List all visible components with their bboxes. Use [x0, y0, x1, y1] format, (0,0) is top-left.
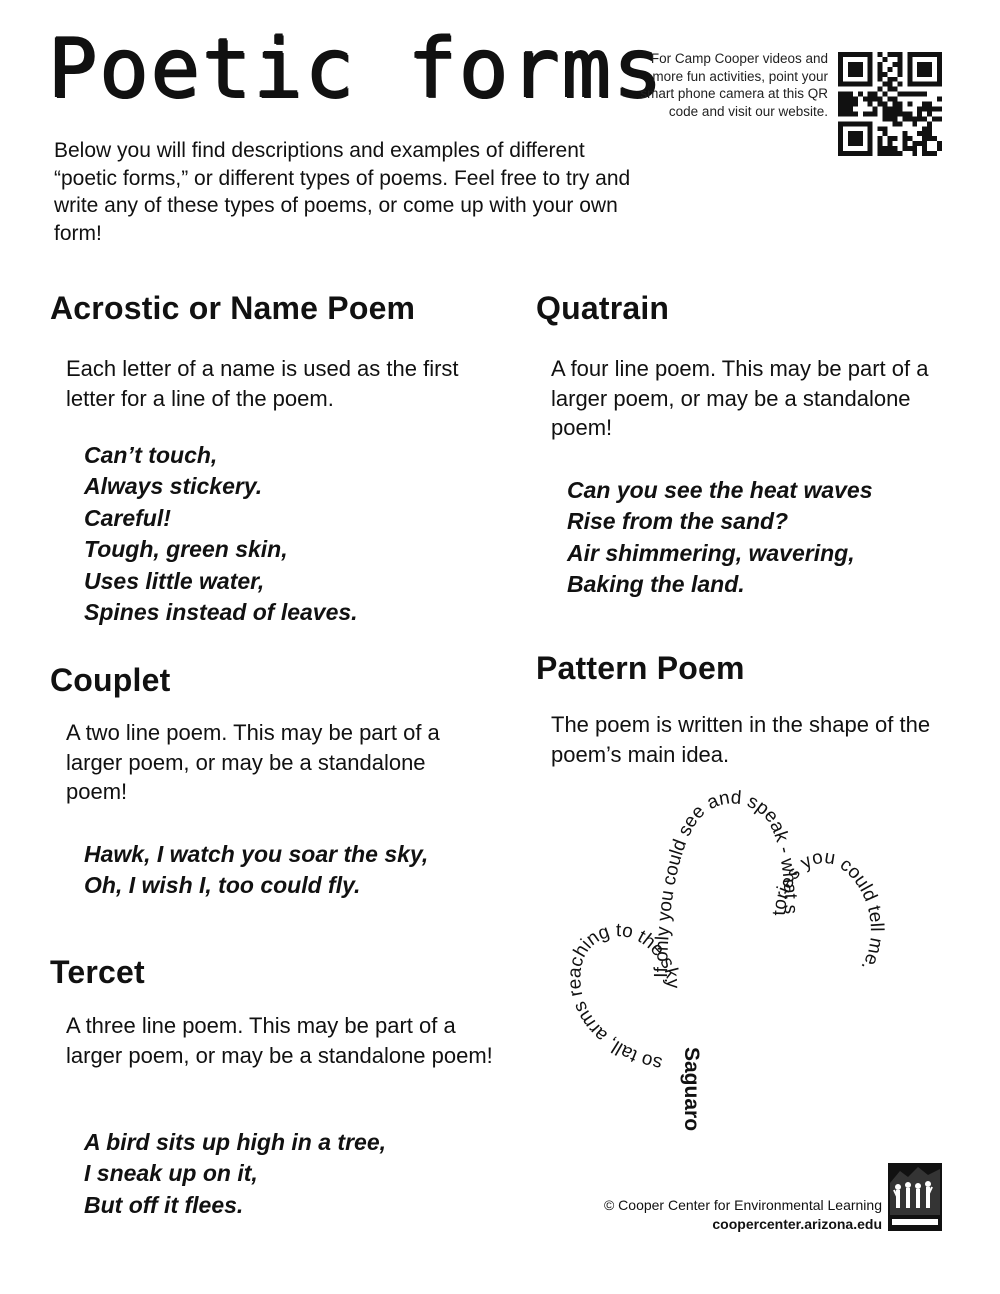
- footer: [520, 1196, 882, 1234]
- poem-line: Uses little water,: [84, 567, 265, 594]
- cooper-center-logo-icon: [888, 1163, 942, 1231]
- poem-line: But off it flees.: [84, 1191, 244, 1218]
- couplet-heading: Couplet: [50, 662, 171, 698]
- couplet-poem: [84, 839, 428, 902]
- poem-line: Air shimmering, wavering,: [567, 539, 855, 566]
- saguaro-pattern-poem: [545, 785, 905, 1155]
- pattern-poem-text: so tall, arms reaching to the sky.If only you could see and speak - what stories you could tell me.: [564, 787, 887, 1074]
- tercet-heading: Tercet: [50, 954, 145, 990]
- acrostic-poem: [84, 440, 358, 628]
- website-link[interactable]: coopercenter.arizona.edu: [712, 1216, 882, 1232]
- acrostic-description: Each letter of a name is used as the first letter for a line of the poem.: [66, 356, 459, 411]
- poem-line: Can’t touch,: [84, 442, 218, 468]
- intro-paragraph: Below you will find descriptions and examples of different “poetic forms,” or different types of poems. Feel free to try and write any of these types of poems, or come up with your own form!: [54, 139, 631, 245]
- quatrain-poem: [567, 475, 873, 601]
- poem-line: Rise from the sand?: [567, 508, 789, 535]
- poem-line: Spines instead of leaves.: [84, 599, 358, 626]
- qr-instructions: For Camp Cooper videos and more fun activities, point your smart phone camera at this QR code and visit our website.: [640, 51, 828, 119]
- copyright-text: © Cooper Center for Environmental Learning: [603, 1197, 882, 1213]
- poem-line: Always stickery.: [84, 473, 263, 500]
- poem-line: I sneak up on it,: [84, 1160, 258, 1187]
- tercet-description: A three line poem. This may be part of a larger poem, or may be a standalone poem!: [66, 1013, 493, 1068]
- poem-line: Baking the land.: [567, 571, 745, 598]
- pattern-description: The poem is written in the shape of the poem’s main idea.: [551, 712, 931, 767]
- tercet-poem: [84, 1127, 386, 1221]
- couplet-description: A two line poem. This may be part of a larger poem, or may be a standalone poem!: [66, 720, 440, 804]
- poem-line: Careful!: [84, 504, 171, 531]
- poem-line: Oh, I wish I, too could fly.: [84, 872, 361, 899]
- page-title: Poetic forms: [48, 22, 665, 117]
- poem-line: A bird sits up high in a tree,: [84, 1129, 387, 1155]
- poem-line: Hawk, I watch you soar the sky,: [84, 841, 429, 867]
- poem-line: Tough, green skin,: [84, 536, 288, 563]
- acrostic-heading: Acrostic or Name Poem: [50, 290, 416, 326]
- qr-code-icon[interactable]: [838, 52, 942, 156]
- poem-line: Can you see the heat waves: [567, 477, 873, 503]
- pattern-heading: Pattern Poem: [536, 650, 745, 686]
- pattern-poem-title: Saguaro: [680, 1047, 703, 1132]
- quatrain-heading: Quatrain: [536, 290, 670, 326]
- quatrain-description: A four line poem. This may be part of a larger poem, or may be a standalone poem!: [551, 356, 929, 440]
